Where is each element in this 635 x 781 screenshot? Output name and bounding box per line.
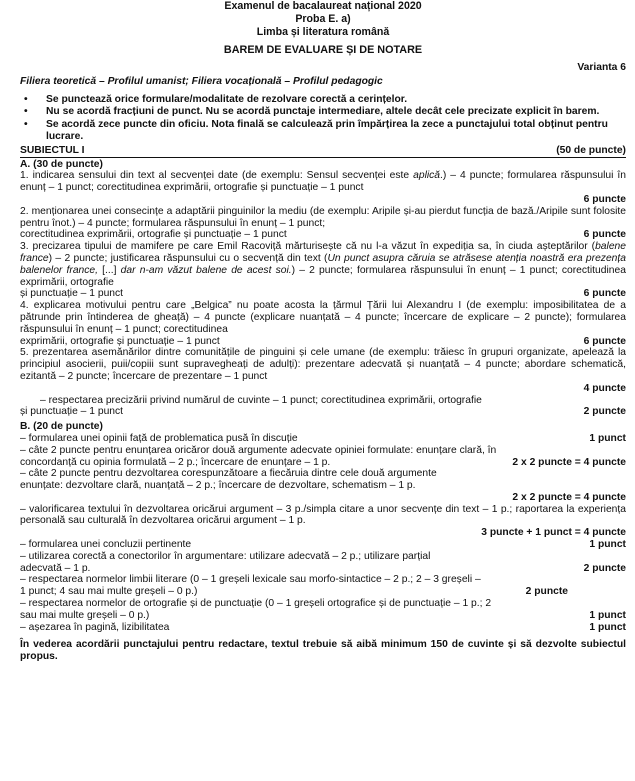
item-text-last: exprimării, ortografie și punctuație – 1 punct xyxy=(20,335,220,347)
section-b-item-2 xyxy=(20,445,626,469)
item-text: – așezarea în pagină, lizibilitatea xyxy=(20,621,170,633)
item-text: – valorificarea textului în dezvoltarea oricărui argument – 3 p./simpla citare a unor secvențe din text – 1 p.; raportarea la experiența personală sau culturală în dezvoltarea oricărui argument – 1 p. xyxy=(20,503,626,527)
rules-list xyxy=(20,94,626,143)
section-b-item-4 xyxy=(20,504,626,539)
item-text: 4. explicarea motivului pentru care „Belgica” nu poate acosta la țărmul Țării lui Alexandru I (de exemplu: imposibilitatea de a pătrunde prin întinderea de gheață) – 4 puncte (explicare nuanțată – 4 puncte; încercare de explicare – 2 puncte); formularea răspunsului în enunț – 1 punct; corectitudinea xyxy=(20,300,626,335)
item-last-line xyxy=(20,610,626,622)
section-b-item-6 xyxy=(20,551,626,575)
item-text-italic: Un punct asupra căruia se atrăsese atenția noastră era prezența balenelor france, xyxy=(20,252,626,276)
rule-item xyxy=(20,119,626,143)
item-points: 3 puncte + 1 punct = 4 puncte xyxy=(481,527,626,539)
item-text-last: sau mai multe greșeli – 0 p.) xyxy=(20,609,150,621)
subject-points: (50 de puncte) xyxy=(556,144,626,156)
rule-text: Se acordă zece puncte din oficiu. Nota finală se calculează prin împărțirea la zece a punctajului total obținut pentru lucrare. xyxy=(46,119,608,142)
item-points: 1 punct xyxy=(589,621,626,633)
item-text: – câte 2 puncte pentru dezvoltarea corespunzătoare a fiecăruia dintre cele două argumente xyxy=(20,468,437,480)
item-text-italic: aplică xyxy=(413,170,441,182)
item-last-line xyxy=(20,586,626,598)
item-text: – formularea unei concluzii pertinente xyxy=(20,539,192,551)
rule-text: Nu se acordă fracțiuni de punct. Nu se acordă punctaje intermediare, altele decât cele precizate explicit în barem. xyxy=(46,106,600,118)
section-b-item-9 xyxy=(20,622,626,634)
item-text: – utilizarea corectă a conectorilor în argumentare: utilizare adecvată – 2 p.; utilizare parțial xyxy=(20,550,431,562)
rule-text: Se punctează orice formulare/modalitate de rezolvare corectă a cerințelor. xyxy=(46,93,408,105)
item-points: 2 puncte xyxy=(583,406,626,418)
subject-header xyxy=(20,145,626,158)
item-points: 2 x 2 puncte = 4 puncte xyxy=(512,456,626,468)
subject-title: SUBIECTUL I xyxy=(20,144,85,156)
item-text-part: [...] xyxy=(98,264,121,276)
section-b-item-5 xyxy=(20,539,626,551)
section-a-item-1 xyxy=(20,170,626,205)
item-text-last: adecvată – 1 p. xyxy=(20,562,91,574)
item-points: 2 puncte xyxy=(525,586,568,598)
bullet-icon: • xyxy=(24,106,28,118)
item-text-part: .) – 4 puncte; formularea răspunsului în enunț – 1 punct; corectitudinea exprimării, ortografie și punctuație – 1 punct xyxy=(20,170,626,194)
item-extra-text: – respectarea precizării privind numărul de cuvinte – 1 punct; corectitudinea exprimării, ortografie xyxy=(40,394,482,406)
barem-title: BAREM DE EVALUARE ȘI DE NOTARE xyxy=(223,44,423,56)
section-b-item-1 xyxy=(20,433,626,445)
bullet-icon: • xyxy=(24,119,28,131)
item-text-last: și punctuație – 1 punct xyxy=(20,406,124,418)
rule-item xyxy=(20,106,626,118)
item-last-line xyxy=(20,406,626,418)
item-points: 6 puncte xyxy=(583,193,626,205)
item-text: – formularea unei opinii față de problematica pusă în discuție xyxy=(20,432,298,444)
item-text-part: 3. precizarea tipului de mamifere pe care Emil Racoviță mărturisește că nu l-a văzut în expediția sa, în ciuda așteptărilor ( xyxy=(20,241,596,253)
section-b-item-7 xyxy=(20,574,626,598)
item-last-line xyxy=(20,336,626,348)
item-last-line xyxy=(20,229,626,241)
item-text-part: ) – 2 puncte; justificarea răspunsului cu o secvență din text ( xyxy=(48,252,328,264)
item-points: 6 puncte xyxy=(583,229,626,241)
final-note: În vederea acordării punctajului pentru redactare, textul trebuie să aibă minimum 150 de cuvinte și să dezvolte subiectul propus. xyxy=(20,639,626,663)
section-b-item-3 xyxy=(20,468,626,503)
item-text-part: ) – 2 puncte; formularea răspunsului în enunț – 1 punct; corectitudinea exprimării, ortografie xyxy=(20,264,626,288)
item-text-last: corectitudinea exprimării, ortografie și punctuație – 1 punct xyxy=(20,229,287,241)
item-text-last: 1 punct; 4 sau mai multe greșeli – 0 p.) xyxy=(20,586,198,598)
item-text-italic: balene france xyxy=(20,241,626,264)
exam-proba: Proba E. a) xyxy=(295,13,351,25)
item-text-italic: dar n-am văzut balene de acest soi. xyxy=(120,264,292,276)
item-points: 1 punct xyxy=(589,609,626,621)
item-points: 2 puncte xyxy=(583,562,626,574)
item-points: 2 x 2 puncte = 4 puncte xyxy=(512,491,626,503)
section-b-title: B. (20 de puncte) xyxy=(20,421,103,433)
item-text: – câte 2 puncte pentru enunțarea oricăror două argumente adecvate opiniei formulate: enunțare clară, în xyxy=(20,444,497,456)
item-text xyxy=(20,170,626,194)
item-points: 6 puncte xyxy=(583,335,626,347)
item-points: 1 punct xyxy=(589,432,626,444)
item-text: – respectarea normelor de ortografie și de punctuație (0 – 1 greșeli ortografice și de punctuație – 1 p.; 2 xyxy=(20,598,492,610)
item-text: 2. menționarea unei consecințe a adaptării pinguinilor la mediu (de exemplu: Aripile și-au pierdut funcția de bază./Aripile sunt folosite pentru înot.) – 4 puncte; formularea răspunsului în enunț – 1 punct; xyxy=(20,205,626,229)
exam-title: Examenul de bacalaureat național 2020 xyxy=(224,0,422,12)
section-a-item-4 xyxy=(20,300,626,347)
section-b-item-8 xyxy=(20,598,626,622)
item-text: 5. prezentarea asemănărilor dintre comunitățile de pinguini și cele umane (de exemplu: trăiesc în grupuri organizate, apelează la principiul asocierii, puii/copiii sunt supravegheați de adulți): prezentare adecvată și nuanțată – 4 puncte; abordare schematică, ezitantă – 2 puncte; încercare de prezentare – 1 punct xyxy=(20,347,626,382)
item-text-last: și punctuație – 1 punct xyxy=(20,288,124,300)
item-last-line xyxy=(20,288,626,300)
section-a-title: A. (30 de puncte) xyxy=(20,158,103,170)
bullet-icon: • xyxy=(24,93,28,105)
rule-item xyxy=(20,94,626,106)
section-a-item-5 xyxy=(20,347,626,418)
item-last-line xyxy=(20,457,626,469)
item-text-part: 1. indicarea sensului din text al secvenței date (de exemplu: Sensul secvenței este xyxy=(20,170,414,182)
section-a-item-2 xyxy=(20,206,626,241)
filiera-line: Filiera teoretică – Profilul umanist; Filiera vocațională – Profilul pedagogic xyxy=(20,75,383,87)
item-text-last: concordanță cu opinia formulată – 2 p.; încercare de enunțare – 1 p. xyxy=(20,456,331,468)
item-points: 4 puncte xyxy=(583,382,626,394)
item-points: 1 punct xyxy=(589,539,626,551)
item-last-line xyxy=(20,563,626,575)
exam-subject: Limba și literatura română xyxy=(256,26,390,38)
item-text xyxy=(20,241,626,288)
section-a-item-3 xyxy=(20,241,626,300)
item-text-last: enunțate: dezvoltare clară, nuanțată – 2 p.; încercare de dezvoltare, schematism – 1 p. xyxy=(20,480,416,492)
item-text: – respectarea normelor limbii literare (0 – 1 greșeli lexicale sau morfo-sintactice – 2 p.; 2 – 3 greșeli – xyxy=(20,574,481,586)
variant-label: Varianta 6 xyxy=(577,62,626,73)
item-points: 6 puncte xyxy=(583,288,626,300)
